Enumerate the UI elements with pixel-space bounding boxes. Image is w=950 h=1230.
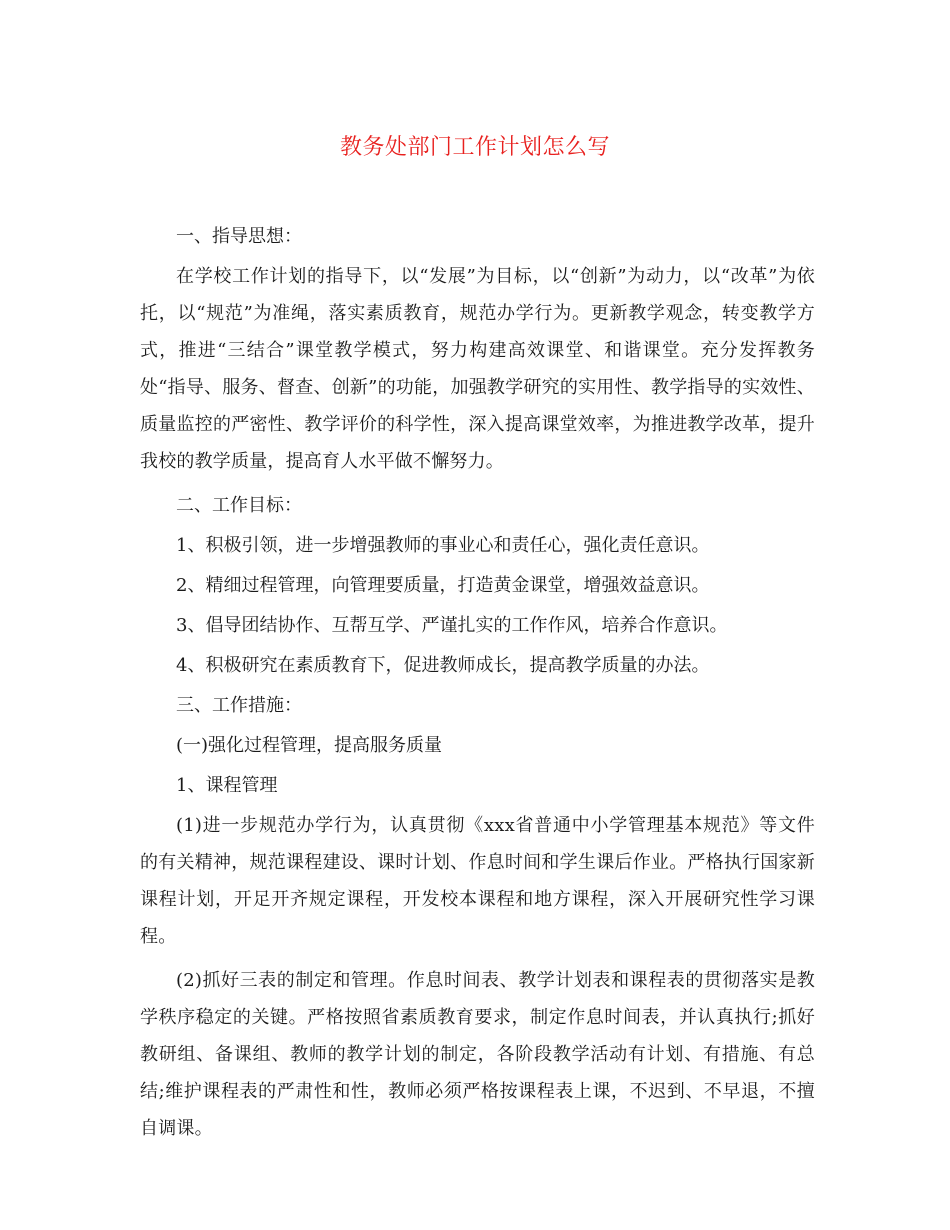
goal-item-1: 1、积极引领，进一步增强教师的事业心和责任心，强化责任意识。 — [176, 535, 710, 556]
goal-item-3: 3、倡导团结协作、互帮互学、严谨扎实的工作作风，培养合作意识。 — [176, 615, 728, 636]
goal-item-4: 4、积极研究在素质教育下，促进教师成长，提高教学质量的办法。 — [176, 655, 710, 676]
document-body — [140, 218, 815, 1154]
paragraph-course-management-1: (1)进一步规范办学行为，认真贯彻《xxx省普通中小学管理基本规范》等文件的有关精神，规范课程建设、课时计划、作息时间和学生课后作业。严格执行国家新课程计划，开足开齐规定课程，开发校本课程和地方课程，深入开展研究性学习课程。 — [140, 815, 815, 947]
subsection-heading-process-management: (一)强化过程管理，提高服务质量 — [176, 735, 443, 756]
section-heading-work-goals: 二、工作目标： — [176, 495, 302, 516]
subsection-heading-course-management: 1、课程管理 — [176, 775, 278, 796]
section-heading-work-measures: 三、工作措施： — [176, 695, 302, 716]
document-title: 教务处部门工作计划怎么写 — [339, 135, 610, 160]
section-heading-guiding-ideology: 一、指导思想： — [176, 226, 302, 247]
goal-item-2: 2、精细过程管理，向管理要质量，打造黄金课堂，增强效益意识。 — [176, 575, 710, 596]
paragraph-guiding-ideology: 在学校工作计划的指导下，以“发展”为目标，以“创新”为动力，以“改革”为依托，以“规范”为准绳，落实素质教育，规范办学行为。更新教学观念，转变教学方式，推进“三结合”课堂教学模式，努力构建高效课堂、和谐课堂。充分发挥教务处“指导、服务、督查、创新”的功能，加强教学研究的实用性、教学指导的实效性、质量监控的严密性、教学评价的科学性，深入提高课堂效率，为推进教学改革，提升我校的教学质量，提高育人水平做不懈努力。 — [140, 266, 815, 472]
paragraph-course-management-2: (2)抓好三表的制定和管理。作息时间表、教学计划表和课程表的贯彻落实是教学秩序稳定的关键。严格按照省素质教育要求，制定作息时间表，并认真执行;抓好教研组、备课组、教师的教学计划的制定，各阶段教学活动有计划、有措施、有总结;维护课程表的严肃性和性，教师必须严格按课程表上课，不迟到、不早退，不擅自调课。 — [140, 970, 815, 1139]
